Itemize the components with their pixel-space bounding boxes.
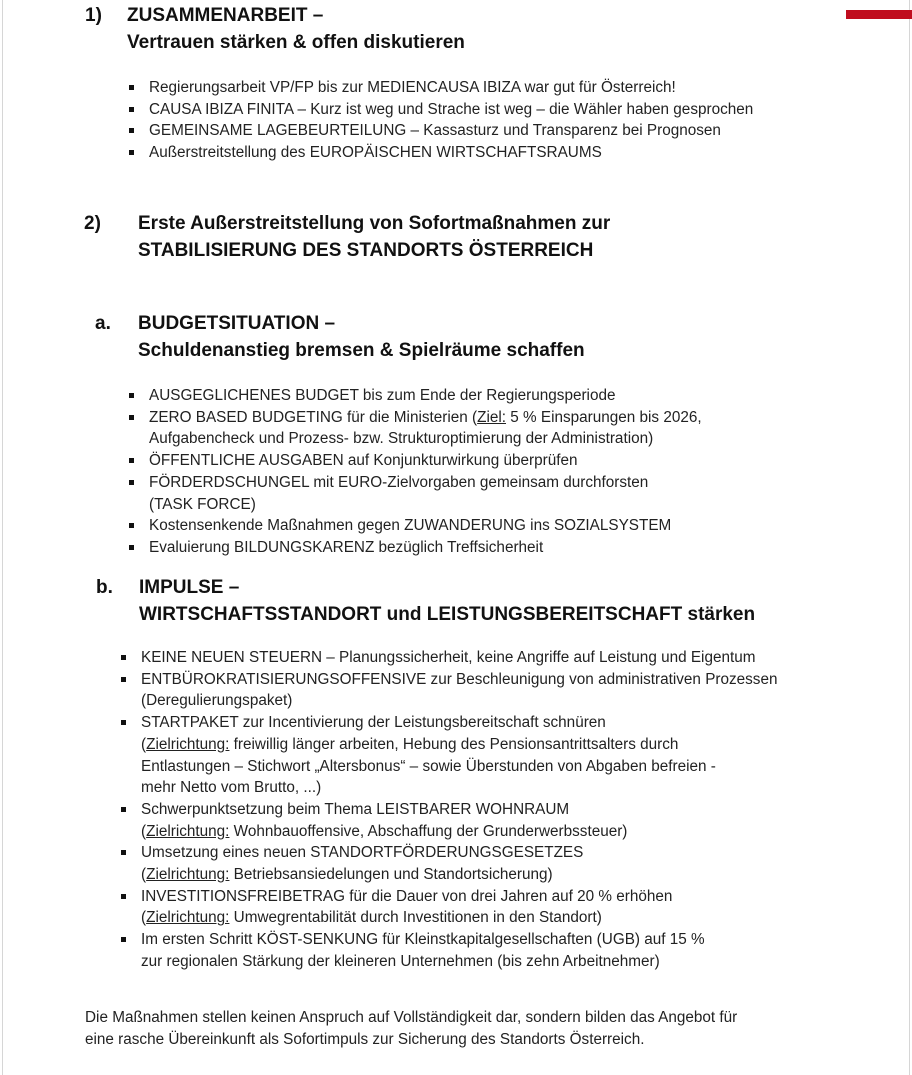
list-item: STARTPAKET zur Incentivierung der Leistungsbereitschaft schnüren (Zielrichtung: freiwillig länger arbeiten, Hebung des Pensionsantrittsalters durch Entlastungen – Stichwort „Altersbonus“ – sowie Überstunden von Abgaben befreien - mehr Netto vom Brutto, ...) — [141, 712, 777, 799]
section-2-title-line2: STABILISIERUNG DES STANDORTS ÖSTERREICH — [138, 240, 594, 261]
closing-line2: eine rasche Übereinkunft als Sofortimpuls zur Sicherung des Standorts Österreich. — [85, 1030, 645, 1048]
list-item: CAUSA IBIZA FINITA – Kurz ist weg und Strache ist weg – die Wähler haben gesprochen — [149, 99, 753, 121]
section-a-title-line1: BUDGETSITUATION – — [138, 313, 336, 334]
list-item: ENTBÜROKRATISIERUNGSOFFENSIVE zur Beschleunigung von administrativen Prozessen (Deregulierungspaket) — [141, 669, 777, 712]
list-item: ÖFFENTLICHE AUSGABEN auf Konjunkturwirkung überprüfen — [149, 450, 702, 472]
section-1-list — [149, 77, 753, 164]
section-2-title-line1: Erste Außerstreitstellung von Sofortmaßnahmen zur — [138, 213, 611, 234]
goal-label: Ziel: — [477, 408, 507, 426]
section-a-title-line2: Schuldenanstieg bremsen & Spielräume schaffen — [138, 340, 585, 361]
section-b-title-line1: IMPULSE – — [139, 577, 240, 598]
section-a-list — [149, 385, 702, 559]
section-a-number: a. — [95, 313, 111, 334]
section-a-heading — [95, 310, 795, 366]
direction-label: Zielrichtung: — [146, 735, 230, 753]
list-item: INVESTITIONSFREIBETRAG für die Dauer von drei Jahren auf 20 % erhöhen (Zielrichtung: Umwegrentabilität durch Investitionen in den Standort) — [141, 886, 777, 929]
list-item: Im ersten Schritt KÖST-SENKUNG für Kleinstkapitalgesellschaften (UGB) auf 15 % zur regionalen Stärkung der kleineren Unternehmen (bis zehn Arbeitnehmer) — [141, 929, 777, 972]
list-item: Regierungsarbeit VP/FP bis zur MEDIENCAUSA IBIZA war gut für Österreich! — [149, 77, 753, 99]
page-border-right — [909, 0, 910, 1075]
list-item: GEMEINSAME LAGEBEURTEILUNG – Kassasturz und Transparenz bei Prognosen — [149, 120, 753, 142]
list-item: FÖRDERDSCHUNGEL mit EURO-Zielvorgaben gemeinsam durchforsten (TASK FORCE) — [149, 472, 702, 515]
page-border-left — [2, 0, 3, 1075]
list-item: Außerstreitstellung des EUROPÄISCHEN WIRTSCHAFTSRAUMS — [149, 142, 753, 164]
section-2-number: 2) — [84, 213, 101, 234]
closing-paragraph — [85, 1007, 737, 1050]
section-b-title-line2: WIRTSCHAFTSSTANDORT und LEISTUNGSBEREITSCHAFT stärken — [139, 604, 756, 625]
list-item: Umsetzung eines neuen STANDORTFÖRDERUNGSGESETZES (Zielrichtung: Betriebsansiedelungen und Standortsicherung) — [141, 842, 777, 885]
section-1-title-line1: ZUSAMMENARBEIT – — [127, 5, 324, 26]
list-item: Schwerpunktsetzung beim Thema LEISTBARER WOHNRAUM (Zielrichtung: Wohnbauoffensive, Abschaffung der Grunderwerbssteuer) — [141, 799, 777, 842]
section-1-number: 1) — [85, 5, 102, 26]
section-2-heading — [84, 210, 784, 266]
section-1-title-line2: Vertrauen stärken & offen diskutieren — [127, 32, 465, 53]
list-item: KEINE NEUEN STEUERN – Planungssicherheit, keine Angriffe auf Leistung und Eigentum — [141, 647, 777, 669]
list-item: Kostensenkende Maßnahmen gegen ZUWANDERUNG ins SOZIALSYSTEM — [149, 515, 702, 537]
closing-line1: Die Maßnahmen stellen keinen Anspruch auf Vollständigkeit dar, sondern bilden das Angebot für — [85, 1009, 738, 1026]
section-b-list — [141, 647, 777, 973]
section-b-heading — [96, 574, 816, 630]
direction-label: Zielrichtung: — [146, 822, 230, 840]
red-accent-bar — [846, 10, 912, 19]
section-1-heading — [85, 2, 785, 58]
section-b-number: b. — [96, 577, 113, 598]
direction-label: Zielrichtung: — [146, 866, 230, 884]
list-item: AUSGEGLICHENES BUDGET bis zum Ende der Regierungsperiode — [149, 385, 702, 407]
list-item: Evaluierung BILDUNGSKARENZ bezüglich Treffsicherheit — [149, 537, 702, 559]
list-item: ZERO BASED BUDGETING für die Ministerien (Ziel: 5 % Einsparungen bis 2026, Aufgabencheck und Prozess- bzw. Strukturoptimierung der Administration) — [149, 407, 702, 450]
direction-label: Zielrichtung: — [146, 909, 230, 927]
